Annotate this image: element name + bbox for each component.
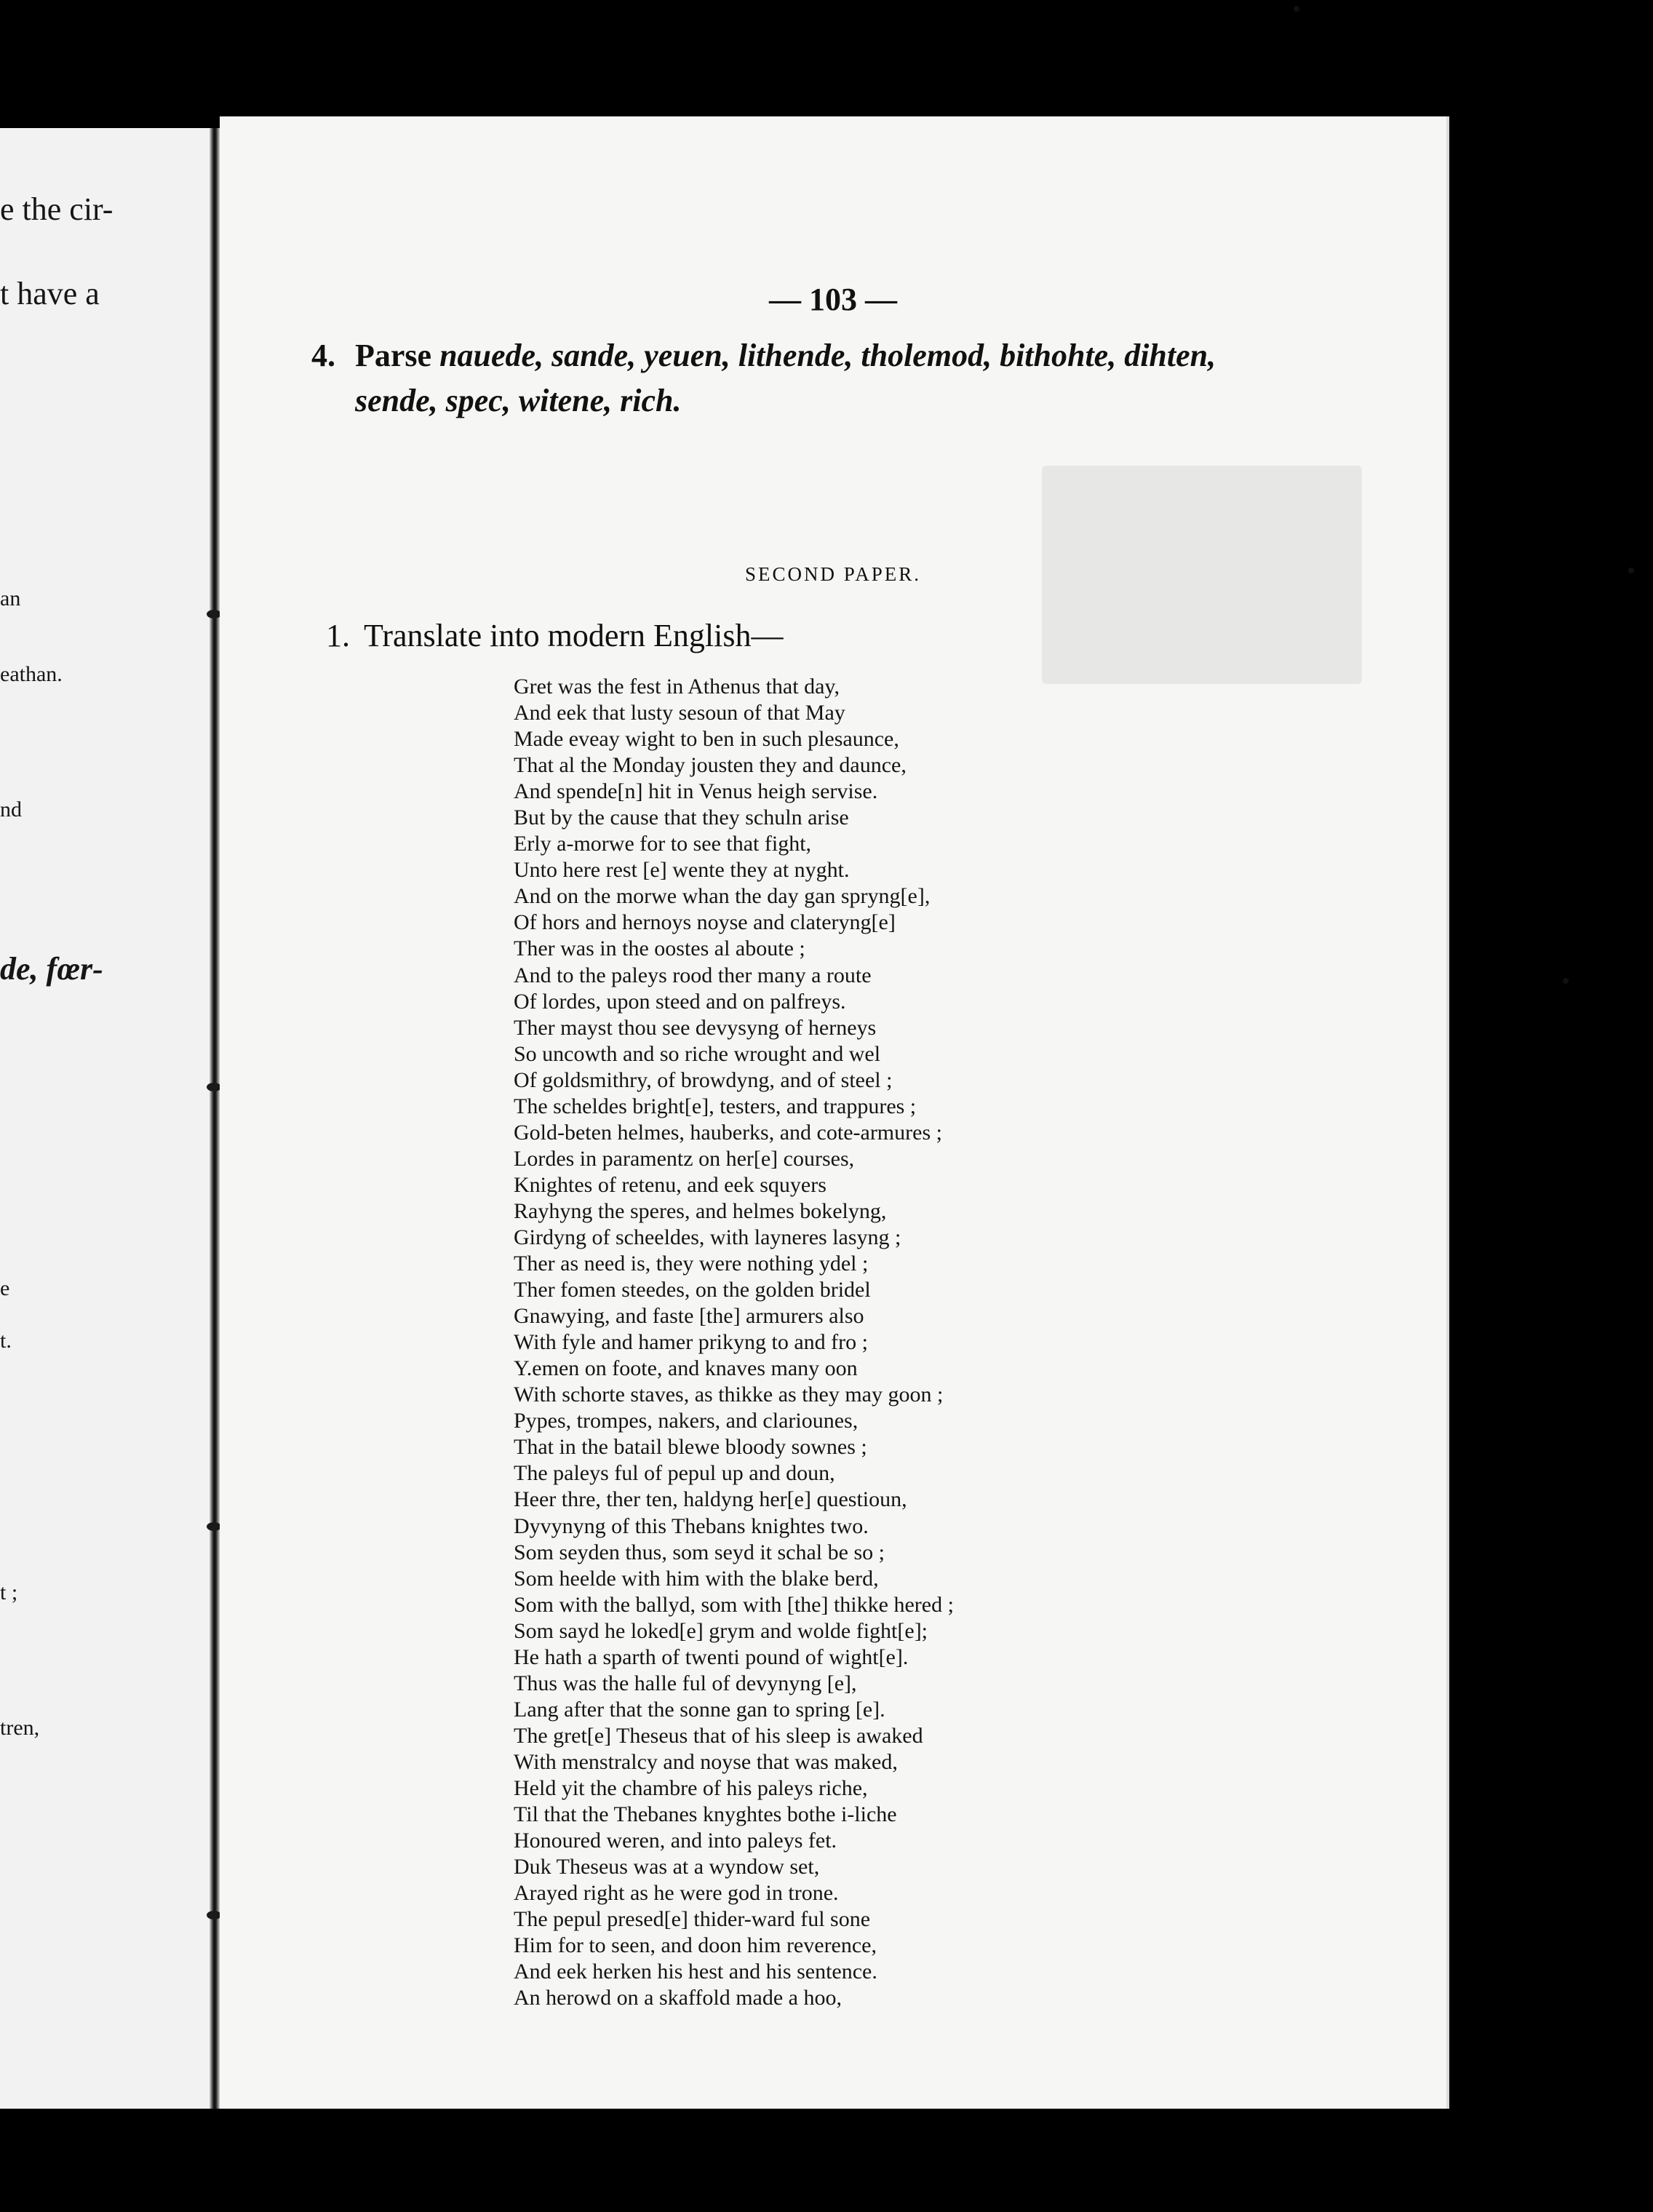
section-title: SECOND PAPER. xyxy=(744,563,922,585)
book-gutter xyxy=(210,128,220,2109)
parse-terms-line-1: nauede, sande, yeuen, lithende, tholemod, bithohte, dihten, xyxy=(439,338,1216,373)
poem-line: An herowd on a skaffold made a hoo, xyxy=(514,1986,842,2010)
poem-line: Held yit the chambre of his paleys riche, xyxy=(514,1775,868,1800)
poem-line: The paleys ful of pepul up and doun, xyxy=(514,1461,835,1486)
poem-line: That al the Monday jousten they and daunce, xyxy=(514,753,907,778)
poem-line: Ther mayst thou see devysyng of herneys xyxy=(514,1015,877,1040)
poem-line: The gret[e] Theseus that of his sleep is awaked xyxy=(514,1723,923,1748)
left-page-fragment: eathan. xyxy=(0,662,63,686)
poem-line: With schorte staves, as thikke as they may goon ; xyxy=(514,1382,944,1407)
poem-line: Arayed right as he were god in trone. xyxy=(514,1881,839,1906)
page-speck xyxy=(1294,6,1299,12)
binding-stitch xyxy=(207,1083,221,1091)
question-number: 1. xyxy=(326,618,350,653)
poem-line: The pepul presed[e] thider-ward ful sone xyxy=(514,1907,871,1932)
poem-line: That in the batail blewe bloody sownes ; xyxy=(514,1435,867,1460)
poem-line: Knightes of retenu, and eek squyers xyxy=(514,1172,826,1197)
left-page-fragment: an xyxy=(0,586,21,610)
page-speck xyxy=(1628,568,1634,573)
poem-line: So uncowth and so riche wrought and wel xyxy=(514,1041,881,1066)
left-page-fragment: t. xyxy=(0,1329,12,1353)
poem-line: Gret was the fest in Athenus that day, xyxy=(514,675,840,699)
question-text: Translate into modern English— xyxy=(364,618,784,653)
left-page-fragment: tren, xyxy=(0,1716,40,1740)
poem-line: Erly a-morwe for to see that fight, xyxy=(514,832,812,856)
left-page-fragment: e xyxy=(0,1276,10,1300)
page-speck xyxy=(1563,978,1569,984)
poem-line: And spende[n] hit in Venus heigh servise. xyxy=(514,779,878,804)
poem-line: Som heelde with him with the blake berd, xyxy=(514,1566,879,1591)
left-page-fragment: de, fœr- xyxy=(0,951,103,987)
poem-line: With fyle and hamer prikyng to and fro ; xyxy=(514,1330,868,1355)
question-number: 4. xyxy=(311,338,335,373)
poem-line: And on the morwe whan the day gan spryng[e], xyxy=(514,884,931,909)
poem-line: Rayhyng the speres, and helmes bokelyng, xyxy=(514,1198,887,1223)
poem-line: Som sayd he loked[e] grym and wolde fight[e]; xyxy=(514,1618,928,1643)
poem-line: Of lordes, upon steed and on palfreys. xyxy=(514,989,846,1014)
poem-line: And to the paleys rood ther many a route xyxy=(514,963,872,987)
poem-line: The scheldes bright[e], testers, and trappures ; xyxy=(514,1094,917,1118)
poem-line: Ther fomen steedes, on the golden bridel xyxy=(514,1278,871,1302)
poem-line: Gold-beten helmes, hauberks, and cote-armures ; xyxy=(514,1120,942,1145)
poem-line: Of hors and hernoys noyse and clateryng[e] xyxy=(514,910,896,935)
poem-line: And eek herken his hest and his sentence. xyxy=(514,1960,877,1984)
poem-line: He hath a sparth of twenti pound of wight[e]. xyxy=(514,1644,909,1669)
poem-line: Ther as need is, they were nothing ydel ; xyxy=(514,1252,869,1276)
poem-line: Of goldsmithry, of browdyng, and of steel ; xyxy=(514,1067,893,1092)
poem-line: Ther was in the oostes al aboute ; xyxy=(514,936,805,961)
poem-line: Heer thre, ther ten, haldyng her[e] questioun, xyxy=(514,1487,907,1512)
parse-terms-line-2: sende, spec, witene, rich. xyxy=(355,383,682,418)
poem-line: Duk Theseus was at a wyndow set, xyxy=(514,1855,820,1879)
poem-line: Lordes in paramentz on her[e] courses, xyxy=(514,1146,855,1171)
poem-line: Y.emen on foote, and knaves many oon xyxy=(514,1356,858,1381)
poem-line: Som with the ballyd, som with [the] thikke hered ; xyxy=(514,1592,954,1617)
poem-line: Gnawying, and faste [the] armurers also xyxy=(514,1304,864,1329)
poem-line: Honoured weren, and into paleys fet. xyxy=(514,1829,837,1853)
poem-line: But by the cause that they schuln arise xyxy=(514,805,849,830)
left-page-fragment: t have a xyxy=(0,276,100,311)
poem-line: Girdyng of scheeldes, with layneres lasyng ; xyxy=(514,1225,901,1249)
question-1 xyxy=(326,617,783,654)
poem-line: Lang after that the sonne gan to spring [e]. xyxy=(514,1697,885,1722)
page-number: — 103 — xyxy=(769,282,897,317)
page-smudge xyxy=(1042,466,1362,684)
poem-passage xyxy=(514,674,954,2011)
poem-line: Pypes, trompes, nakers, and clariounes, xyxy=(514,1409,859,1433)
poem-line: With menstralcy and noyse that was maked, xyxy=(514,1749,898,1774)
poem-line: Him for to seen, and doon him reverence, xyxy=(514,1933,877,1958)
right-page xyxy=(220,116,1449,2109)
question-verb: Parse xyxy=(355,338,432,373)
poem-line: Unto here rest [e] wente they at nyght. xyxy=(514,858,850,883)
poem-line: Made eveay wight to ben in such plesaunce, xyxy=(514,727,899,752)
poem-line: And eek that lusty sesoun of that May xyxy=(514,701,845,725)
question-4 xyxy=(311,333,1425,423)
binding-stitch xyxy=(207,610,221,618)
poem-line: Til that the Thebanes knyghtes bothe i-liche xyxy=(514,1802,897,1827)
binding-stitch xyxy=(207,1911,221,1919)
poem-line: Thus was the halle ful of devynyng [e], xyxy=(514,1671,857,1695)
poem-line: Som seyden thus, som seyd it schal be so ; xyxy=(514,1540,885,1564)
binding-stitch xyxy=(207,1522,221,1531)
poem-line: Dyvynyng of this Thebans knightes two. xyxy=(514,1513,869,1538)
left-page xyxy=(0,128,215,2109)
left-page-fragment: t ; xyxy=(0,1580,18,1604)
left-page-fragment: nd xyxy=(0,797,22,821)
left-page-fragment: e the cir- xyxy=(0,191,113,227)
